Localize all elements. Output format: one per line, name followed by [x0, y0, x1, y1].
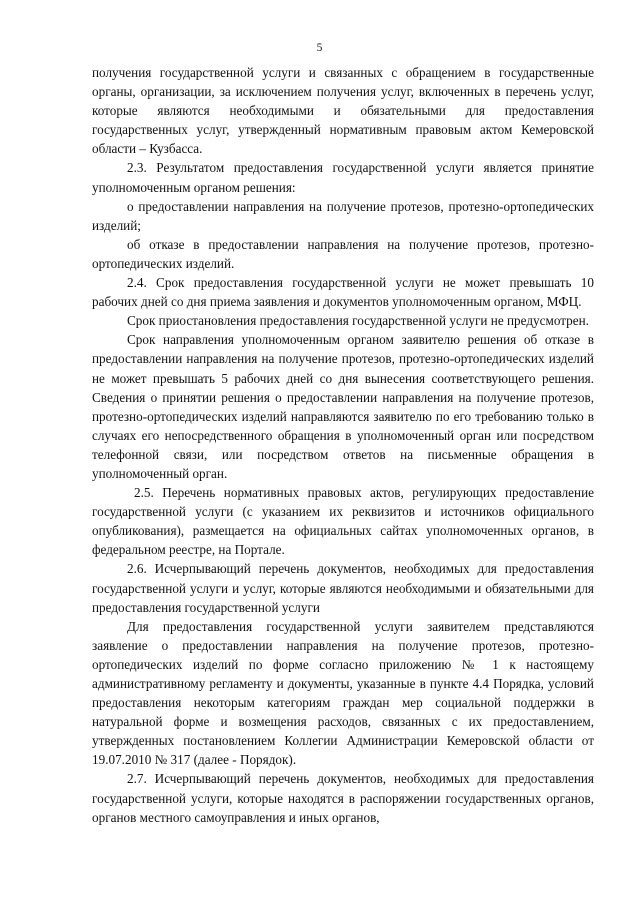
paragraph-decision-refuse: об отказе в предоставлении направления на получение протезов, протезно-ортопедических изделий.: [92, 236, 594, 271]
paragraph-suspension-term: Срок приостановления предоставления государственной услуги не предусмотрен.: [127, 313, 589, 329]
page-number: 5: [316, 42, 323, 54]
paragraph-2-3: 2.3. Результатом предоставления государственной услуги является принятие уполномоченным органом решения:: [92, 160, 594, 195]
paragraph-decision-grant: о предоставлении направления на получение протезов, протезно-ортопедических изделий;: [92, 198, 594, 233]
paragraph-2-4: 2.4. Срок предоставления государственной услуги не может превышать 10 рабочих дней со дня приема заявления и документов уполномоченным органом, МФЦ.: [92, 275, 594, 310]
paragraph-required-documents: Для предоставления государственной услуги заявителем представляются заявление о предоставлении направления на получение протезов, протезно-ортопедических изделий по форме согласно приложению № 1 к настоящему административному регламенту и документы, указанные в пункте 4.4 Порядка, условий предоставления некоторым категориям граждан мер социальной поддержки в натуральной форме и возмещения расходов, связанных с их предоставлением, утвержденных постановлением Коллегии Администрации Кемеровской области от 19.07.2010 № 317 (далее - Порядок).: [92, 618, 594, 768]
paragraph-2-6: 2.6. Исчерпывающий перечень документов, необходимых для предоставления государственной услуги и услуг, которые являются необходимыми и обязательными для предоставления государственной услуги: [92, 561, 594, 615]
document-body: [92, 63, 594, 827]
paragraph-2-7: 2.7. Исчерпывающий перечень документов, необходимых для предоставления государственной услуги, которые находятся в распоряжении государственных органов, органов местного самоуправления и иных органов,: [92, 771, 594, 825]
paragraph-continuation: получения государственной услуги и связанных с обращением в государственные органы, организации, за исключением получения услуг, включенных в перечень услуг, которые являются необходимыми и обязательными для предоставления государственных услуг, утвержденный нормативным правовым актом Кемеровской области – Кузбасса.: [92, 65, 594, 157]
paragraph-refusal-term: Срок направления уполномоченным органом заявителю решения об отказе в предоставлении направления на получение протезов, протезно-ортопедических изделий не может превышать 5 рабочих дней со дня вынесения соответствующего решения. Сведения о принятии решения о предоставлении направления на получение протезов, протезно-ортопедических изделий направляются заявителю по его требованию только в случаях его непосредственного обращения в уполномоченный орган или посредством телефонной связи, или посредством ответов на письменные обращения в уполномоченный орган.: [92, 332, 594, 481]
paragraph-2-5: 2.5. Перечень нормативных правовых актов, регулирующих предоставление государственной услуги (с указанием их реквизитов и источников официального опубликования), размещается на официальных сайтах уполномоченных органов, в федеральном реестре, на Портале.: [92, 485, 594, 558]
